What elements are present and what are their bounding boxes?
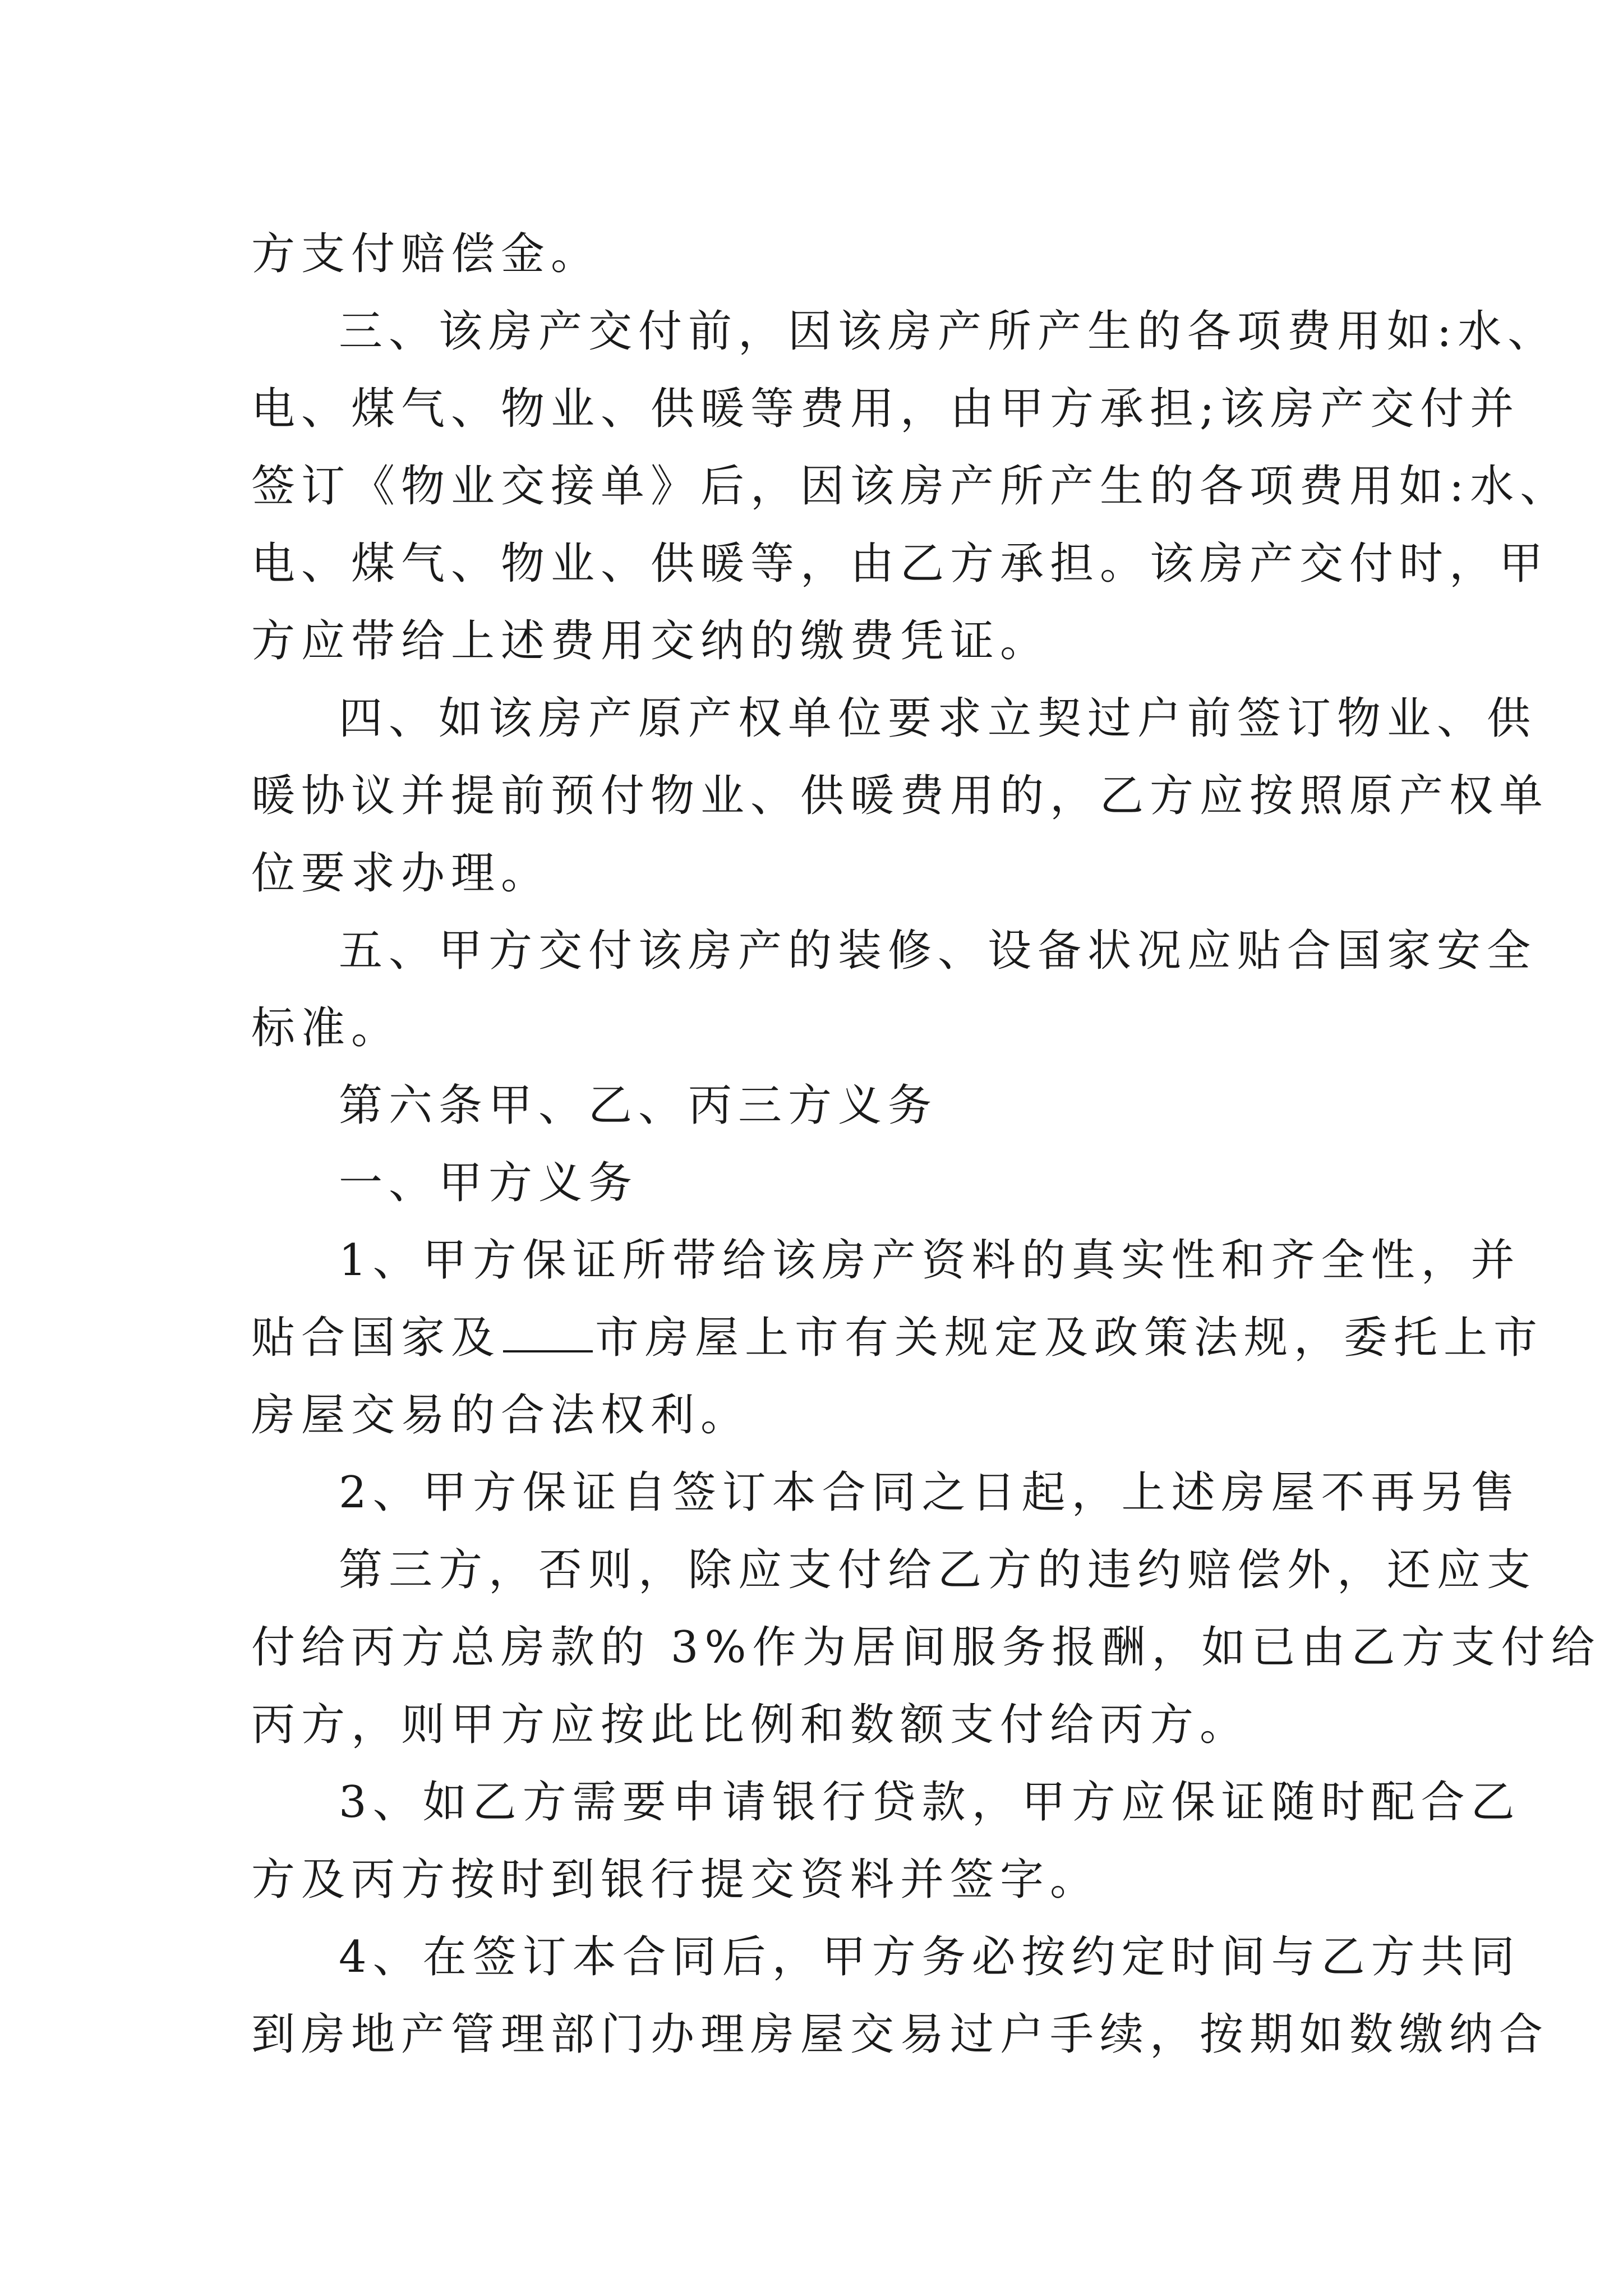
paragraph-line: 4、在签订本合同后，甲方务必按约定时间与乙方共同 [339, 1932, 1521, 1982]
paragraph-line: 到房地产管理部门办理房屋交易过户手续，按期如数缴纳合 [251, 2009, 1550, 2060]
subsection-heading: 一、甲方义务 [339, 1158, 639, 1208]
section-heading: 第六条甲、乙、丙三方义务 [339, 1080, 938, 1131]
paragraph-line: 方应带给上述费用交纳的缴费凭证。 [251, 616, 1050, 666]
text-after-blank: 市房屋上市有关规定及政策法规，委托上市 [595, 1313, 1544, 1363]
paragraph-line: 四、如该房产原产权单位要求立契过户前签订物业、供 [339, 693, 1537, 744]
paragraph-line: 标准。 [251, 1003, 402, 1053]
paragraph-line: 丙方，则甲方应按此比例和数额支付给丙方。 [251, 1700, 1250, 1750]
paragraph-line: 五、甲方交付该房产的装修、设备状况应贴合国家安全 [339, 926, 1537, 976]
paragraph-line: 暖协议并提前预付物业、供暖费用的，乙方应按照原产权单 [251, 771, 1550, 821]
paragraph-line: 方及丙方按时到银行提交资料并签字。 [251, 1855, 1100, 1905]
text-before-blank: 贴合国家及 [251, 1313, 501, 1363]
paragraph-line: 第三方，否则，除应支付给乙方的违约赔偿外，还应支 [339, 1545, 1537, 1595]
paragraph-line: 房屋交易的合法权利。 [251, 1390, 751, 1441]
paragraph-line: 3、如乙方需要申请银行贷款，甲方应保证随时配合乙 [339, 1777, 1521, 1828]
paragraph-line: 付给丙方总房款的 3%作为居间服务报酬，如已由乙方支付给 [251, 1622, 1601, 1673]
paragraph-line: 电、煤气、物业、供暖等费用，由甲方承担;该房产交付并 [251, 384, 1520, 434]
paragraph-line: 2、甲方保证自签订本合同之日起，上述房屋不再另售 [339, 1467, 1521, 1518]
paragraph-line: 三、该房产交付前，因该房产所产生的各项费用如:水、 [339, 306, 1558, 357]
paragraph-line-with-blank [251, 1299, 1544, 1377]
paragraph-line: 1、甲方保证所带给该房产资料的真实性和齐全性，并 [339, 1235, 1521, 1286]
paragraph-line: 方支付赔偿金。 [251, 229, 601, 279]
paragraph-line: 电、煤气、物业、供暖等，由乙方承担。该房产交付时，甲 [251, 539, 1550, 589]
paragraph-line: 签订《物业交接单》后，因该房产所产生的各项费用如:水、 [251, 461, 1570, 512]
fill-in-blank [503, 1317, 593, 1352]
document-body [251, 215, 1601, 2073]
paragraph-line: 位要求办理。 [251, 848, 551, 899]
